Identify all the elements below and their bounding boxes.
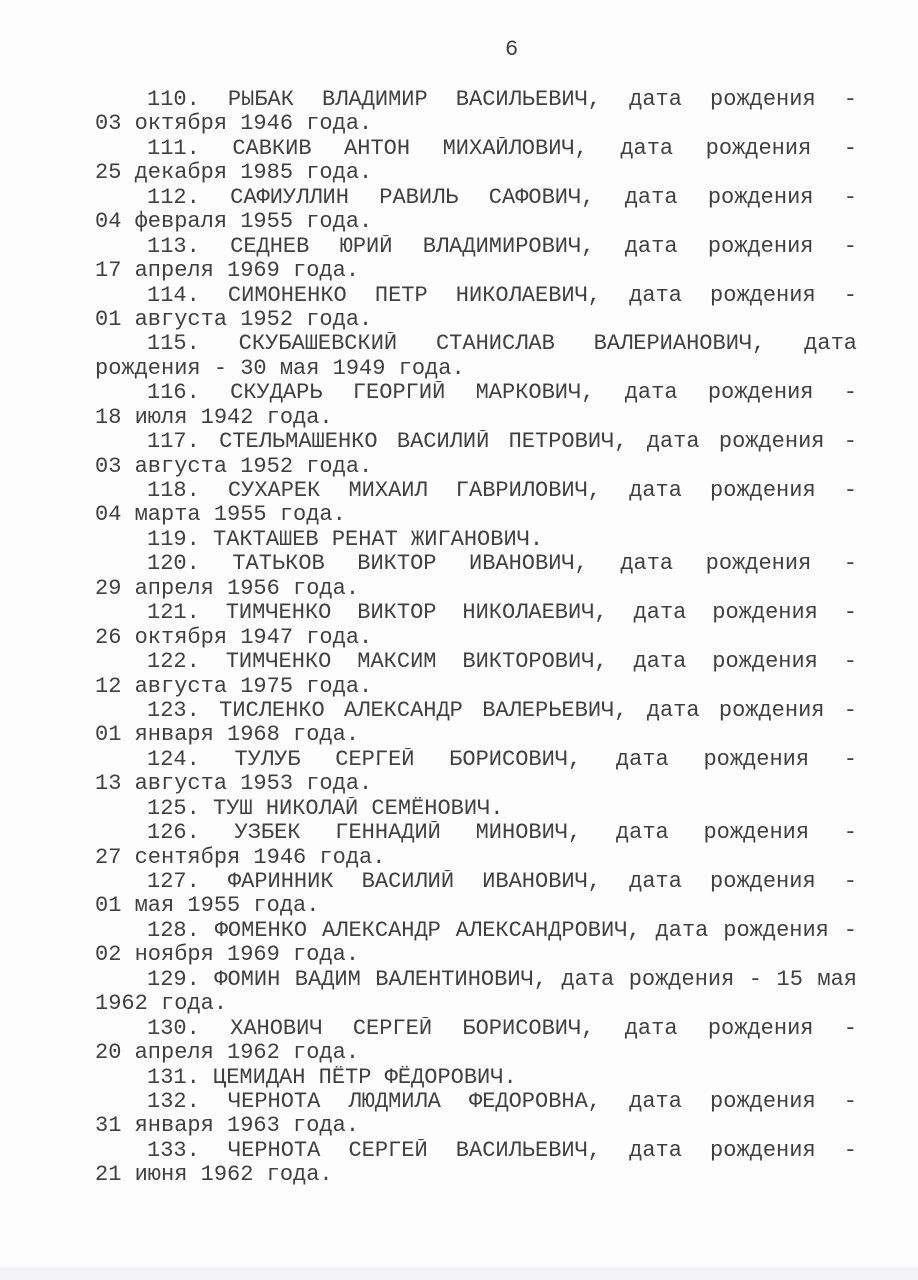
list-entry bbox=[95, 137, 857, 186]
entry-line: 03 октября 1946 года. bbox=[95, 112, 373, 137]
list-entry bbox=[95, 186, 857, 235]
entry-line: 13 августа 1953 года. bbox=[95, 772, 373, 797]
list-entry bbox=[95, 381, 857, 430]
list-entry bbox=[95, 797, 857, 821]
list-entry bbox=[95, 235, 857, 284]
entry-line: 02 ноября 1969 года. bbox=[95, 943, 360, 968]
entry-line: 31 января 1963 года. bbox=[95, 1114, 360, 1139]
entry-line: 129. ФОМИН ВАДИМ ВАЛЕНТИНОВИЧ, дата рождения - 15 мая bbox=[147, 967, 857, 992]
entry-line: 122. ТИМЧЕНКО МАКСИМ ВИКТОРОВИЧ, дата рождения - bbox=[147, 650, 857, 675]
entry-line: 119. ТАКТАШЕВ РЕНАТ ЖИГАНОВИЧ. bbox=[147, 527, 544, 552]
list-entry bbox=[95, 1090, 857, 1139]
entry-line: 04 марта 1955 года. bbox=[95, 503, 346, 528]
page-number: 6 bbox=[505, 37, 519, 62]
list-entry bbox=[95, 968, 857, 1017]
entry-line: 112. САФИУЛЛИН РАВИЛЬ САФОВИЧ, дата рождения - bbox=[147, 185, 857, 210]
entry-line: 127. ФАРИННИК ВАСИЛИЙ ИВАНОВИЧ, дата рождения - bbox=[147, 870, 857, 894]
list-entry bbox=[95, 699, 857, 748]
entry-line: 04 февраля 1955 года. bbox=[95, 210, 373, 235]
entry-line: 116. СКУДАРЬ ГЕОРГИЙ МАРКОВИЧ, дата рождения - bbox=[147, 381, 857, 406]
entry-line: 118. СУХАРЕК МИХАИЛ ГАВРИЛОВИЧ, дата рождения - bbox=[147, 479, 857, 503]
entry-line: 113. СЕДНЕВ ЮРИЙ ВЛАДИМИРОВИЧ, дата рождения - bbox=[147, 234, 857, 259]
entry-line: 110. РЫБАК ВЛАДИМИР ВАСИЛЬЕВИЧ, дата рождения - bbox=[147, 88, 857, 112]
entry-line: 01 мая 1955 года. bbox=[95, 894, 320, 919]
scan-edge-artifact bbox=[0, 1267, 918, 1280]
entry-line: 130. ХАНОВИЧ СЕРГЕЙ БОРИСОВИЧ, дата рождения - bbox=[147, 1016, 857, 1041]
list-entry bbox=[95, 601, 857, 650]
entry-line: 125. ТУШ НИКОЛАЙ СЕМЁНОВИЧ. bbox=[147, 796, 504, 821]
entry-line: 115. СКУБАШЕВСКИЙ СТАНИСЛАВ ВАЛЕРИАНОВИЧ, дата bbox=[147, 332, 857, 357]
entry-line: 1962 года. bbox=[95, 992, 228, 1017]
entry-line: 25 декабря 1985 года. bbox=[95, 161, 373, 186]
list-entry bbox=[95, 650, 857, 699]
list-entry bbox=[95, 430, 857, 479]
entries-list bbox=[95, 88, 857, 1188]
entry-line: 29 апреля 1956 года. bbox=[95, 576, 360, 601]
entry-line: 20 апреля 1962 года. bbox=[95, 1041, 360, 1066]
entry-line: 114. СИМОНЕНКО ПЕТР НИКОЛАЕВИЧ, дата рождения - bbox=[147, 283, 857, 308]
list-entry bbox=[95, 528, 857, 552]
entry-line: 121. ТИМЧЕНКО ВИКТОР НИКОЛАЕВИЧ, дата рождения - bbox=[147, 601, 857, 626]
entry-line: 132. ЧЕРНОТА ЛЮДМИЛА ФЕДОРОВНА, дата рождения - bbox=[147, 1089, 857, 1114]
entry-line: 131. ЦЕМИДАН ПЁТР ФЁДОРОВИЧ. bbox=[147, 1065, 517, 1090]
list-entry bbox=[95, 919, 857, 968]
list-entry bbox=[95, 1066, 857, 1090]
list-entry bbox=[95, 870, 857, 919]
entry-line: 120. ТАТЬКОВ ВИКТОР ИВАНОВИЧ, дата рождения - bbox=[147, 552, 857, 577]
entry-line: 03 августа 1952 года. bbox=[95, 454, 373, 479]
entry-line: 126. УЗБЕК ГЕННАДИЙ МИНОВИЧ, дата рождения - bbox=[147, 821, 857, 846]
list-entry bbox=[95, 284, 857, 333]
list-entry bbox=[95, 748, 857, 797]
list-entry bbox=[95, 552, 857, 601]
entry-line: 111. САВКИВ АНТОН МИХАЙЛОВИЧ, дата рождения - bbox=[147, 136, 857, 161]
list-entry bbox=[95, 1017, 857, 1066]
entry-line: 18 июля 1942 года. bbox=[95, 405, 333, 430]
list-entry bbox=[95, 479, 857, 528]
entry-line: 27 сентября 1946 года. bbox=[95, 845, 386, 870]
entry-line: 128. ФОМЕНКО АЛЕКСАНДР АЛЕКСАНДРОВИЧ, дата рождения - bbox=[147, 918, 857, 943]
list-entry bbox=[95, 821, 857, 870]
entry-line: 21 июня 1962 года. bbox=[95, 1163, 333, 1188]
list-entry bbox=[95, 1139, 857, 1188]
entry-line: 124. ТУЛУБ СЕРГЕЙ БОРИСОВИЧ, дата рождения - bbox=[147, 747, 857, 772]
list-entry bbox=[95, 88, 857, 137]
entry-line: рождения - 30 мая 1949 года. bbox=[95, 356, 465, 381]
entry-line: 26 октября 1947 года. bbox=[95, 625, 373, 650]
entry-line: 133. ЧЕРНОТА СЕРГЕЙ ВАСИЛЬЕВИЧ, дата рождения - bbox=[147, 1138, 857, 1163]
entry-line: 01 августа 1952 года. bbox=[95, 307, 373, 332]
entry-line: 17 апреля 1969 года. bbox=[95, 259, 360, 284]
list-entry bbox=[95, 332, 857, 381]
entry-line: 117. СТЕЛЬМАШЕНКО ВАСИЛИЙ ПЕТРОВИЧ, дата рождения - bbox=[147, 430, 857, 455]
entry-line: 12 августа 1975 года. bbox=[95, 674, 373, 699]
entry-line: 01 января 1968 года. bbox=[95, 723, 360, 748]
entry-line: 123. ТИСЛЕНКО АЛЕКСАНДР ВАЛЕРЬЕВИЧ, дата рождения - bbox=[147, 698, 857, 723]
